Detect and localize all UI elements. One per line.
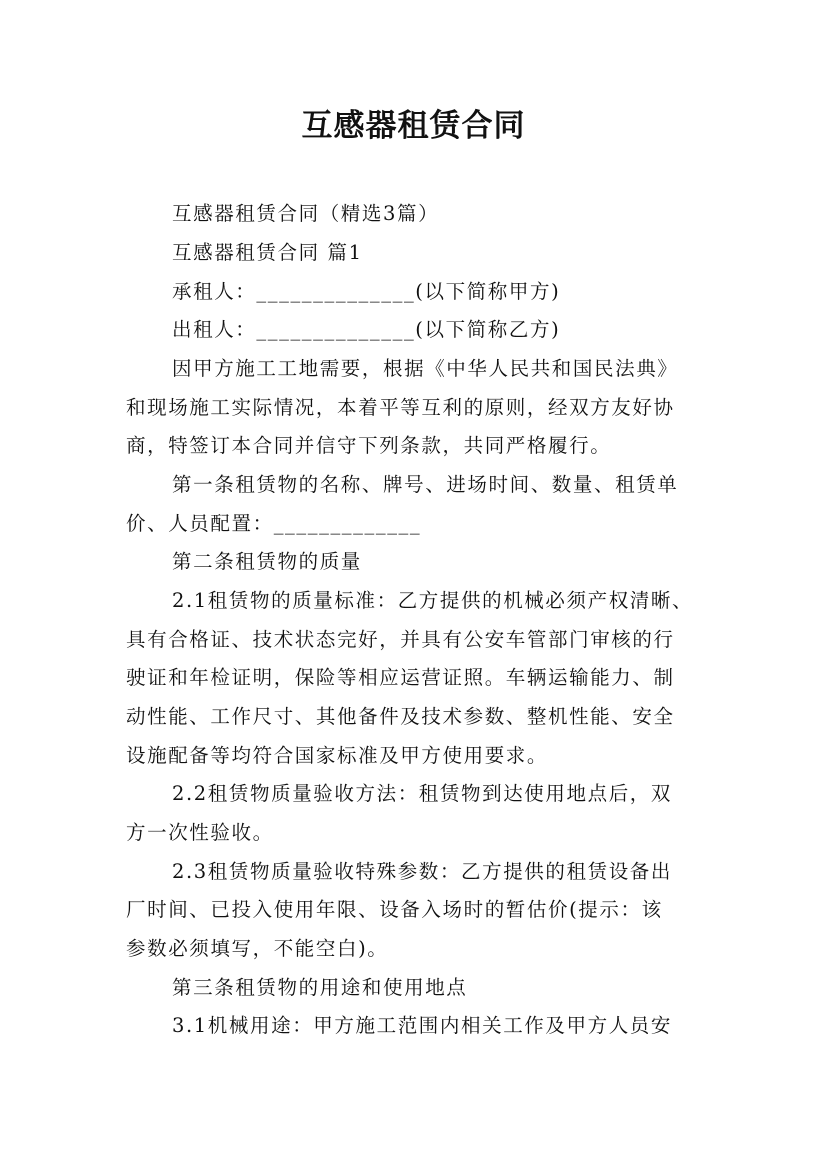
text-line: 和现场施工实际情况，本着平等互利的原则，经双方友好协 <box>126 396 675 419</box>
text-line: 第一条租赁物的名称、牌号、进场时间、数量、租赁单 <box>172 473 679 496</box>
text-line: 商，特签订本合同并信守下列条款，共同严格履行。 <box>126 434 612 457</box>
text-line: 设施配备等均符合国家标准及甲方使用要求。 <box>126 744 549 767</box>
text-line: 动性能、工作尺寸、其他备件及技术参数、整机性能、安全 <box>126 705 675 728</box>
text-line: 2.1租赁物的质量标准：乙方提供的机械必须产权清晰、 <box>172 589 694 612</box>
text-line: 因甲方施工工地需要，根据《中华人民共和国民法典》 <box>172 357 679 380</box>
text-line: 具有合格证、技术状态完好，并具有公安车管部门审核的行 <box>126 628 675 651</box>
text-line: 2.2租赁物质量验收方法：租赁物到达使用地点后，双 <box>172 782 673 805</box>
text-line: 第二条租赁物的质量 <box>172 550 362 573</box>
document-title: 互感器租赁合同 <box>301 108 526 144</box>
text-line: 出租人：______________(以下简称乙方) <box>172 318 561 341</box>
text-line: 互感器租赁合同（精选3篇） <box>172 202 440 225</box>
text-line: 2.3租赁物质量验收特殊参数：乙方提供的租赁设备出 <box>172 860 673 883</box>
text-line: 方一次性验收。 <box>126 821 274 844</box>
text-line: 价、人员配置：_____________ <box>126 512 422 535</box>
text-line: 厂时间、已投入使用年限、设备入场时的暂估价(提示：该 <box>126 898 663 921</box>
text-line: 参数必须填写，不能空白)。 <box>126 937 389 960</box>
text-line: 3.1机械用途：甲方施工范围内相关工作及甲方人员安 <box>172 1014 673 1037</box>
text-line: 互感器租赁合同 篇1 <box>172 241 363 264</box>
text-line: 驶证和年检证明，保险等相应运营证照。车辆运输能力、制 <box>126 666 675 689</box>
text-line: 第三条租赁物的用途和使用地点 <box>172 976 468 999</box>
text-line: 承租人：______________(以下简称甲方) <box>172 280 561 303</box>
